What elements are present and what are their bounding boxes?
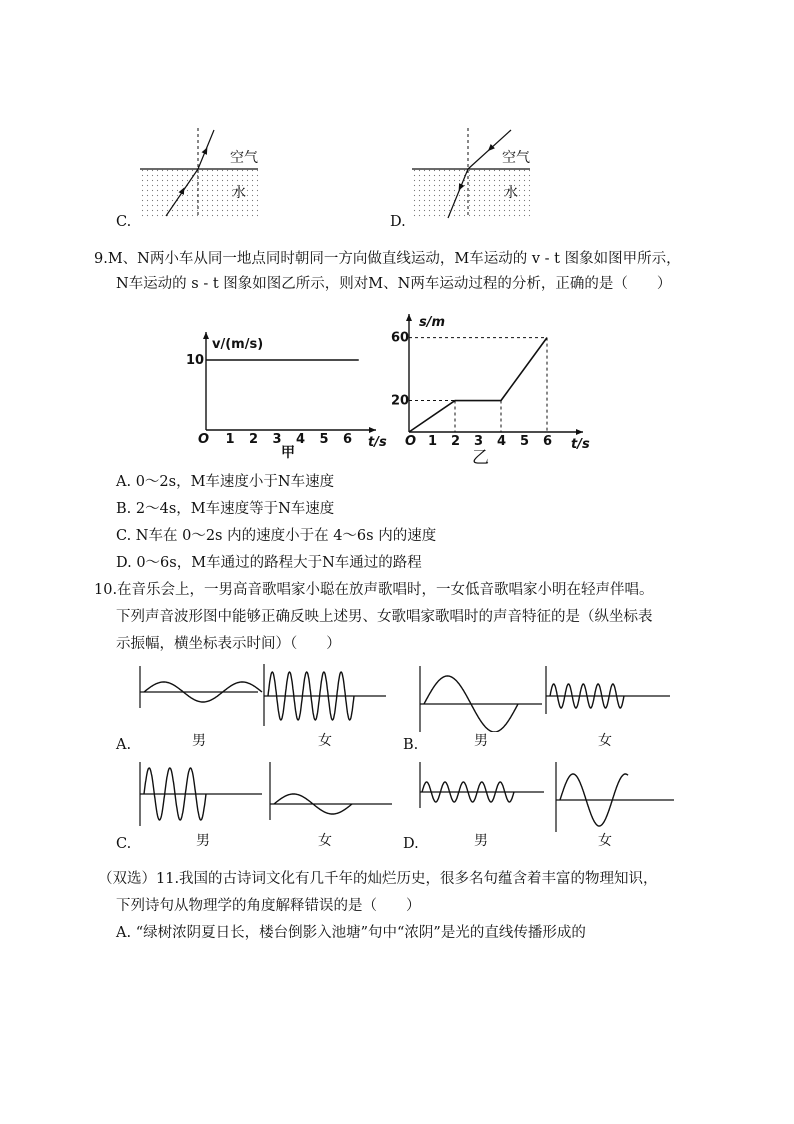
male-label: 男 xyxy=(196,833,210,849)
waveform-c-male xyxy=(138,760,266,832)
waveform-a-male xyxy=(138,664,268,732)
question-9-option-a: A. 0～2s，M车速度小于N车速度 xyxy=(116,474,335,490)
x-tick-label: 3 xyxy=(272,432,282,447)
y-tick-label: 10 xyxy=(186,353,205,368)
waveform-d-female xyxy=(554,760,678,832)
y-axis-arrow-icon xyxy=(406,314,412,321)
waveform-a-female xyxy=(262,662,390,732)
x-tick-label: 5 xyxy=(319,432,329,447)
y-axis-label: v/(m/s) xyxy=(212,337,264,352)
x-tick-label: 6 xyxy=(343,432,353,447)
x-axis-label: t/s xyxy=(368,435,387,450)
question-9-stem-line2: N车运动的 s - t 图象如图乙所示，则对M、N两车运动过程的分析，正确的是（ ） xyxy=(116,276,672,292)
x-tick-label: 1 xyxy=(428,434,438,449)
waveform-d-male xyxy=(418,760,546,832)
origin-label: O xyxy=(405,434,417,449)
female-label: 女 xyxy=(598,833,612,849)
x-tick-label: 4 xyxy=(497,434,507,449)
graph-jia xyxy=(180,322,390,462)
origin-label: O xyxy=(198,432,210,447)
male-label: 男 xyxy=(192,733,206,749)
question-10-stem-line1: 10.在音乐会上，一男高音歌唱家小聪在放声歌唱时，一女低音歌唱家小明在轻声伴唱。 xyxy=(94,582,654,598)
x-tick-label: 2 xyxy=(249,432,259,447)
option-letter: B. xyxy=(403,737,419,753)
y-axis-label: s/m xyxy=(419,315,446,330)
question-11-stem-line2: 下列诗句从物理学的角度解释错误的是（ ） xyxy=(116,898,421,914)
option-letter: D. xyxy=(390,214,406,230)
refraction-figure-c xyxy=(136,124,266,224)
question-9-stem-line1: 9.M、N两小车从同一地点同时朝同一方向做直线运动，M车运动的 v - t 图象如图甲所示， xyxy=(94,251,681,267)
graph-yi xyxy=(385,306,595,462)
displacement-line xyxy=(409,338,547,432)
x-axis-arrow-icon xyxy=(576,429,583,435)
question-10-stem-line3: 示振幅，横坐标表示时间）（ ） xyxy=(116,636,341,652)
x-tick-label: 6 xyxy=(543,434,553,449)
refracted-ray xyxy=(198,130,214,169)
y-tick-label: 60 xyxy=(391,330,410,346)
female-label: 女 xyxy=(318,833,332,849)
x-tick-label: 1 xyxy=(225,432,235,447)
option-letter: A. xyxy=(116,737,132,753)
question-9-option-d: D. 0～6s，M车通过的路程大于N车通过的路程 xyxy=(116,555,422,571)
water-label: 水 xyxy=(232,185,246,201)
air-label: 空气 xyxy=(502,150,530,166)
x-axis-label: t/s xyxy=(571,437,590,452)
waveform-c-female xyxy=(268,760,396,832)
question-11-option-a: A. “绿树浓阴夏日长，楼台倒影入池塘”句中“浓阴”是光的直线传播形成的 xyxy=(116,925,586,941)
refraction-figure-d xyxy=(408,124,538,224)
x-tick-label: 3 xyxy=(474,434,484,449)
waveform-b-male xyxy=(418,664,546,732)
male-label: 男 xyxy=(474,833,488,849)
x-axis-arrow-icon xyxy=(369,427,376,433)
option-letter: D. xyxy=(403,836,419,852)
question-11-stem-line1: （双选）11.我国的古诗词文化有几千年的灿烂历史，很多名句蕴含着丰富的物理知识， xyxy=(98,871,658,887)
x-tick-label: 5 xyxy=(520,434,530,449)
male-label: 男 xyxy=(474,733,488,749)
x-tick-label: 4 xyxy=(296,432,306,447)
waveform-b-female xyxy=(544,664,674,732)
female-label: 女 xyxy=(598,733,612,749)
arrow-icon xyxy=(490,147,492,149)
air-label: 空气 xyxy=(230,150,258,166)
option-letter: C. xyxy=(116,214,132,230)
question-9-option-c: C. N车在 0～2s 内的速度小于在 4～6s 内的速度 xyxy=(116,528,437,544)
water-label: 水 xyxy=(504,185,518,201)
female-label: 女 xyxy=(318,733,332,749)
question-9-option-b: B. 2～4s，M车速度等于N车速度 xyxy=(116,501,335,517)
y-tick-label: 20 xyxy=(391,393,410,409)
graph-jia-caption: 甲 xyxy=(281,445,295,461)
graph-yi-caption: 乙 xyxy=(472,448,489,468)
x-tick-label: 2 xyxy=(451,434,461,449)
question-10-stem-line2: 下列声音波形图中能够正确反映上述男、女歌唱家歌唱时的声音特征的是（纵坐标表 xyxy=(116,609,653,625)
option-letter: C. xyxy=(116,836,132,852)
y-axis-arrow-icon xyxy=(203,332,209,339)
